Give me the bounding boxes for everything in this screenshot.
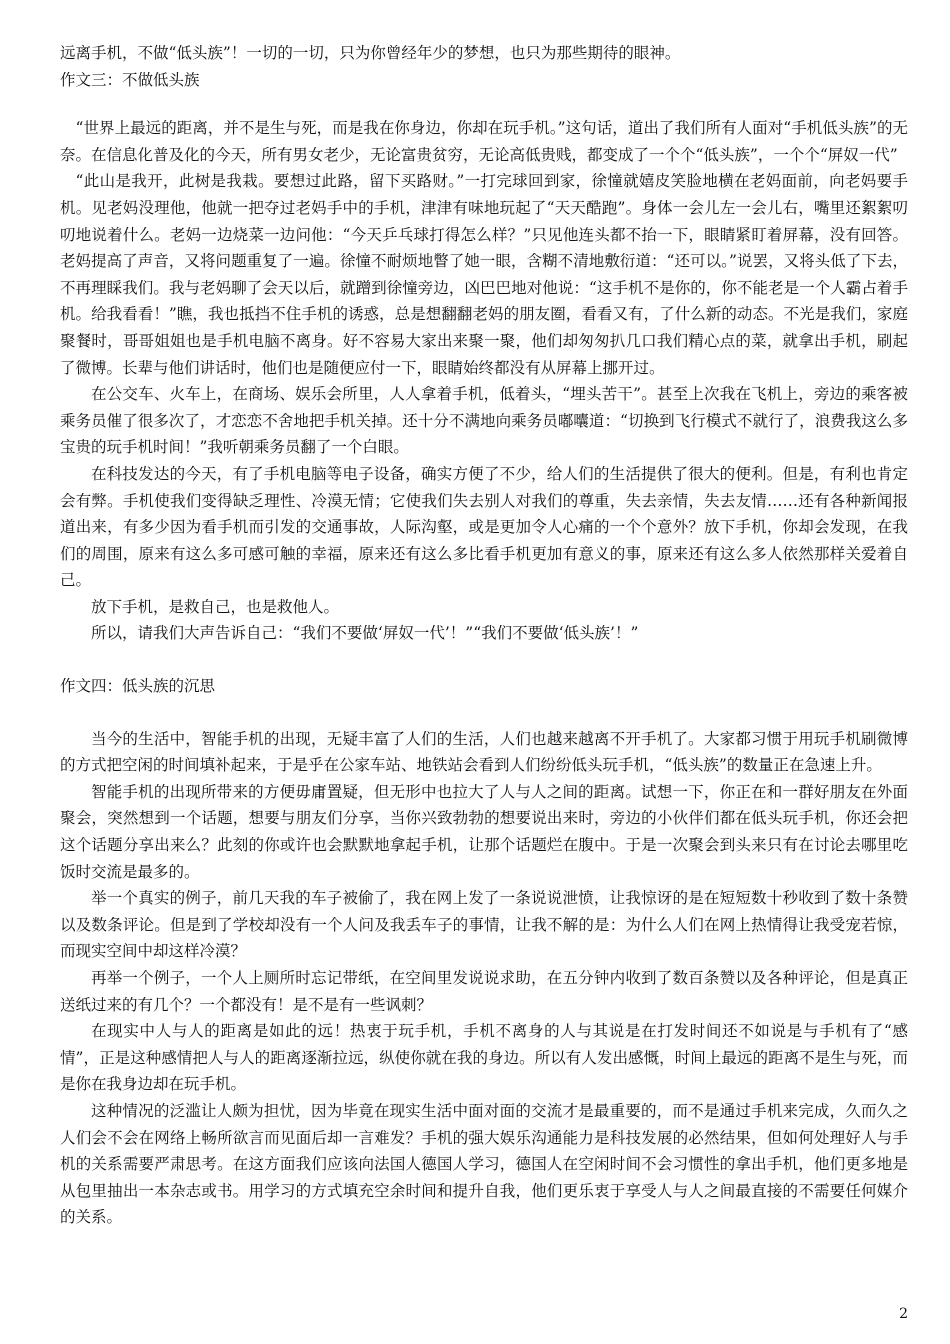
intro-line: 远离手机，不做“低头族”！一切的一切，只为你曾经年少的梦想，也只为那些期待的眼神。 [60,44,681,62]
essay-three-paragraph-3: 在公交车、火车上，在商场、娱乐会所里，人人拿着手机，低着头，“埋头苦干”。甚至上次我在飞机上，旁边的乘客被乘务员催了很多次了，才恋恋不舍地把手机关掉。还十分不满地向乘务员嘟囔道：“切换到飞行模式不就行了，浪费我这么多宝贵的玩手机时间！”我听朝乘务员翻了一个白眼。 [60,385,908,457]
essay-four-paragraph-6: 这种情况的泛滥让人颇为担忧，因为毕竟在现实生活中面对面的交流才是最重要的，而不是通过手机来完成，久而久之人们会不会在网络上畅所欲言而见面后却一言难发？手机的强大娱乐沟通能力是科技发展的必然结果，但如何处理好人与手机的关系需要严肃思考。在这方面我们应该向法国人德国人学习，德国人在空闲时间不会习惯性的拿出手机，他们更多地是从包里抽出一本杂志或书。用学习的方式填充空余时间和提升自我，他们更乐衷于享受人与人之间最直接的不需要任何媒介的关系。 [60,1101,908,1227]
essay-four-paragraph-4: 再举一个例子，一个人上厕所时忘记带纸，在空间里发说说求助，在五分钟内收到了数百条赞以及各种评论，但是真正送纸过来的有几个？一个都没有！是不是有一些讽刺？ [60,969,908,1014]
essay-four-title: 作文四：低头族的沉思 [60,677,216,696]
page-number: 2 [899,1306,908,1322]
spacer [60,700,908,726]
essay-three-paragraph-4: 在科技发达的今天，有了手机电脑等电子设备，确实方便了不少，给人们的生活提供了很大的便利。但是，有利也肯定会有弊。手机使我们变得缺乏理性、冷漠无情；它使我们失去别人对我们的尊重，失去亲情，失去友情……还有各种新闻报道出来，有多少因为看手机而引发的交通事故，人际沟壑，或是更加令人心痛的一个个意外？放下手机，你却会发现，在我们的周围，原来有这么多可感可触的幸福，原来还有这么多比看手机更加有意义的事，原来还有这么多人依然那样关爱着自己。 [60,464,908,590]
essay-four-paragraph-1: 当今的生活中，智能手机的出现，无疑丰富了人们的生活，人们也越来越离不开手机了。大家都习惯于用玩手机刷微博的方式把空闲的时间填补起来，于是乎在公家车站、地铁站会看到人们纷纷低头玩手机，“低头族”的数量正在急速上升。 [60,729,908,775]
essay-four-paragraph-2: 智能手机的出现所带来的方便毋庸置疑，但无形中也拉大了人与人之间的距离。试想一下，你正在和一群好朋友在外面聚会，突然想到一个话题，想要与朋友们分享，当你兴致勃勃的想要说出来时，旁边的小伙伴们都在低头玩手机，你还会把这个话题分享出来么？此刻的你或许也会默默地拿起手机，让那个话题烂在腹中。于是一次聚会到头来只有在讨论去哪里吃饭时交流是最多的。 [60,782,908,881]
essay-three-paragraph-5: 放下手机，是救自己，也是救他人。 [91,597,340,616]
spacer [60,93,908,115]
essay-three-paragraph-2: “此山是我开，此树是我栽。要想过此路，留下买路财。”一打完球回到家，徐憧就嬉皮笑脸地横在老妈面前，向老妈要手机。见老妈没理他，他就一把夺过老妈手中的手机，津津有味地玩起了“天天酷跑”。身体一会儿左一会儿右，嘴里还絮絮叨叨地说着什么。老妈一边烧菜一边问他：“今天乒乓球打得怎么样？”只见他连头都不抬一下，眼睛紧盯着屏幕，没有回答。老妈提高了声音，又将问题重复了一遍。徐憧不耐烦地瞥了她一眼，含糊不清地敷衍道：“还可以。”说罢，又将头低了下去，不再理睬我们。我与老妈聊了会天以后，就蹭到徐憧旁边，凶巴巴地对他说：“这手机不是你的，你不能老是一个人霸占着手机。给我看看！”瞧，我也抵挡不住手机的诱惑，总是想翻翻老妈的朋友圈，看看又有，了什么新的动态。不光是我们，家庭聚餐时，哥哥姐姐也是手机电脑不离身。好不容易大家出来聚一聚，他们却匆匆扒几口我们精心点的菜，就拿出手机，刷起了微博。长辈与他们讲话时，他们也是随便应付一下，眼睛始终都没有从屏幕上挪开过。 [60,172,908,377]
essay-three-paragraph-6: 所以，请我们大声告诉自己：“我们不要做‘屏奴一代’！”“我们不要做‘低头族’！” [91,624,639,643]
essay-three-paragraph-1: “世界上最远的距离，并不是生与死，而是我在你身边，你却在玩手机。”这句话，道出了我们所有人面对“手机低头族”的无奈。在信息化普及化的今天，所有男女老少，无论富贵贫穷，无论高低贵贱，都变成了一个个“低头族”，一个个“屏奴一代” [60,119,908,164]
essay-three-title: 作文三：不做低头族 [60,70,200,89]
essay-four-paragraph-5: 在现实中人与人的距离是如此的远！热衷于玩手机，手机不离身的人与其说是在打发时间还不如说是与手机有了“感情”，正是这种感情把人与人的距离逐渐拉远，纵使你就在我的身边。所以有人发出感慨，时间上最远的距离不是生与死，而是你在我身边却在玩手机。 [60,1022,908,1094]
document-page [60,40,908,1231]
essay-four-paragraph-3: 举一个真实的例子，前几天我的车子被偷了，我在网上发了一条说说泄愤，让我惊讶的是在短短数十秒收到了数十条赞以及数条评论。但是到了学校却没有一个人问及我丢车子的事情，让我不解的是：为什么人们在网上热情得让我受宠若惊，而现实空间中却这样冷漠？ [60,889,908,961]
spacer [60,647,908,673]
